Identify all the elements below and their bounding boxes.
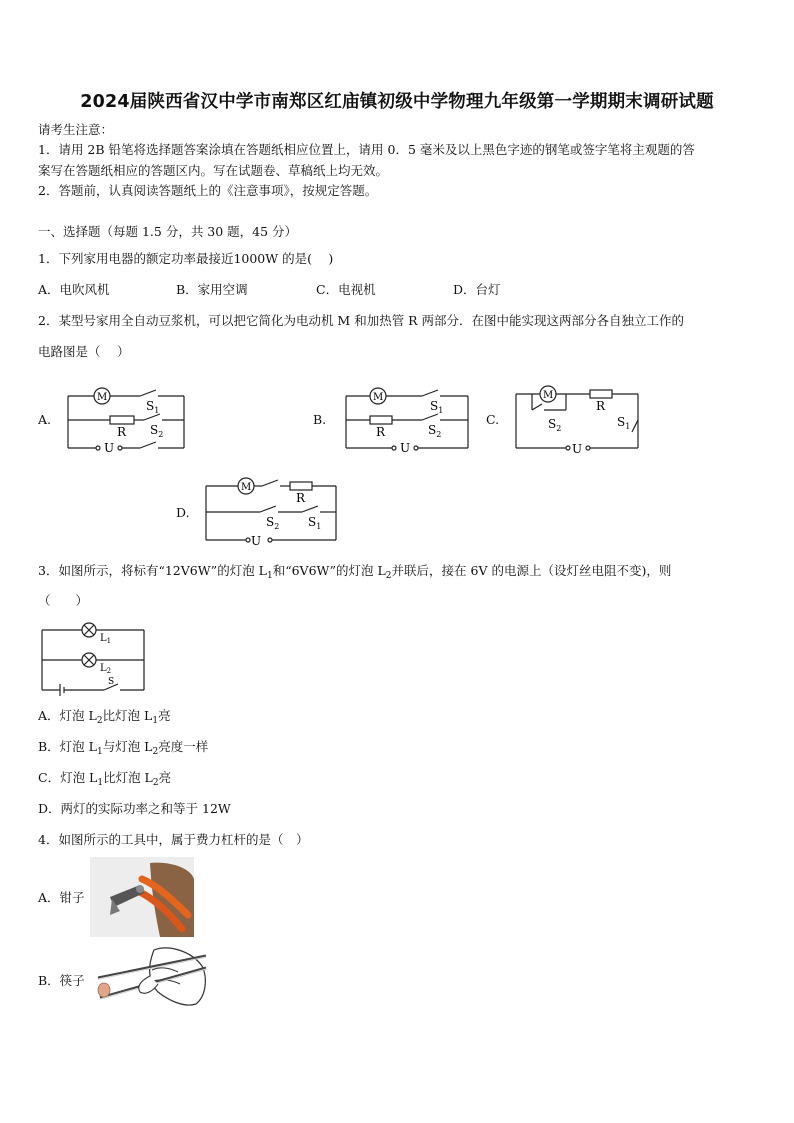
resistor-label: R: [296, 491, 306, 505]
notice-header: 请考生注意：: [38, 122, 114, 137]
q3-circuit: [38, 622, 150, 697]
switch-label: $S_2$: [548, 417, 562, 433]
q2-circuit-a: [60, 380, 190, 455]
notice-item-1-line-1: 1．请用 2B 铅笔将选择题答案涂填在答题纸相应位置上，请用 0．5 毫米及以上黑色字迹的钢笔或签字笔将主观题的答: [38, 142, 695, 157]
q2-label-c: C.: [486, 412, 500, 427]
q1-option-b: B．家用空调: [176, 282, 248, 297]
notice-item-1-line-2: 案写在答题纸相应的答题区内。写在试题卷、草稿纸上均无效。: [38, 163, 389, 178]
resistor-icon: [110, 416, 134, 424]
switch-label: $S_2$: [266, 515, 280, 531]
motor-label: M: [373, 392, 384, 403]
resistor-label: R: [596, 399, 606, 413]
q2-circuit-c: [510, 380, 645, 455]
resistor-label: R: [376, 425, 386, 439]
q1-option-c: C．电视机: [316, 282, 376, 297]
page-title: 2024届陕西省汉中学市南郑区红庙镇初级中学物理九年级第一学期期末调研试题: [80, 92, 714, 112]
q2-circuit-b: [340, 380, 475, 455]
q2-circuit-d: [198, 472, 343, 550]
q1-stem: 1．下列家用电器的额定功率最接近1000W 的是( ): [38, 251, 334, 266]
motor-label: M: [241, 482, 252, 493]
resistor-icon: [370, 416, 392, 424]
q2-label-d: D.: [176, 505, 190, 520]
source-label: U: [400, 441, 411, 455]
chopsticks-image: [92, 942, 210, 1008]
switch-label: S: [108, 677, 115, 687]
resistor-icon: [290, 482, 312, 490]
q2-label-a: A.: [38, 412, 52, 427]
q3-stem-line-2: （ ）: [38, 593, 89, 608]
q3-option-d: D．两灯的实际功率之和等于 12W: [38, 801, 231, 816]
resistor-icon: [590, 390, 612, 398]
motor-label: M: [97, 392, 108, 403]
source-label: U: [572, 442, 583, 455]
pliers-image: [90, 857, 194, 937]
q1-option-d: D．台灯: [453, 282, 501, 297]
q1-option-a: A．电吹风机: [38, 282, 110, 297]
switch-label: $S_1$: [617, 415, 631, 431]
resistor-label: R: [117, 425, 127, 439]
switch-label: $S_1$: [146, 399, 160, 415]
q3-option-a: A．灯泡 $L_2$比灯泡 $L_1$亮: [38, 708, 171, 726]
q2-stem-line-1: 2．某型号家用全自动豆浆机，可以把它简化为电动机 M 和加热管 R 两部分．在图中能实现这两部分各自独立工作的: [38, 313, 685, 328]
section-heading: 一、选择题（每题 1.5 分，共 30 题，45 分）: [38, 224, 298, 239]
switch-label: $S_1$: [430, 399, 444, 415]
q4-stem: 4．如图所示的工具中，属于费力杠杆的是（ ）: [38, 832, 309, 847]
switch-label: $S_2$: [150, 423, 164, 439]
q3-option-c: C．灯泡 $L_1$比灯泡 $L_2$亮: [38, 770, 172, 788]
source-label: U: [104, 441, 115, 455]
switch-label: $S_2$: [428, 423, 442, 439]
q4-option-a: A．钳子: [38, 890, 85, 905]
source-label: U: [251, 534, 262, 548]
q2-stem-line-2: 电路图是（ ）: [38, 344, 130, 359]
motor-label: M: [543, 390, 554, 401]
switch-label: $S_1$: [308, 515, 322, 531]
notice-item-2: 2．答题前，认真阅读答题纸上的《注意事项》，按规定答题。: [38, 183, 378, 198]
q2-label-b: B.: [313, 412, 327, 427]
q4-option-b: B．筷子: [38, 973, 85, 988]
q3-option-b: B．灯泡 $L_1$与灯泡 $L_2$亮度一样: [38, 739, 209, 757]
lamp-label: $L_2$: [100, 663, 112, 675]
lamp-label: $L_1$: [100, 633, 112, 645]
q3-stem-line-1: 3．如图所示，将标有“12V6W”的灯泡 $L_1$和“6V6W”的灯泡 $L_2$并联后，接在 6V 的电源上（设灯丝电阻不变)，则: [38, 563, 672, 581]
